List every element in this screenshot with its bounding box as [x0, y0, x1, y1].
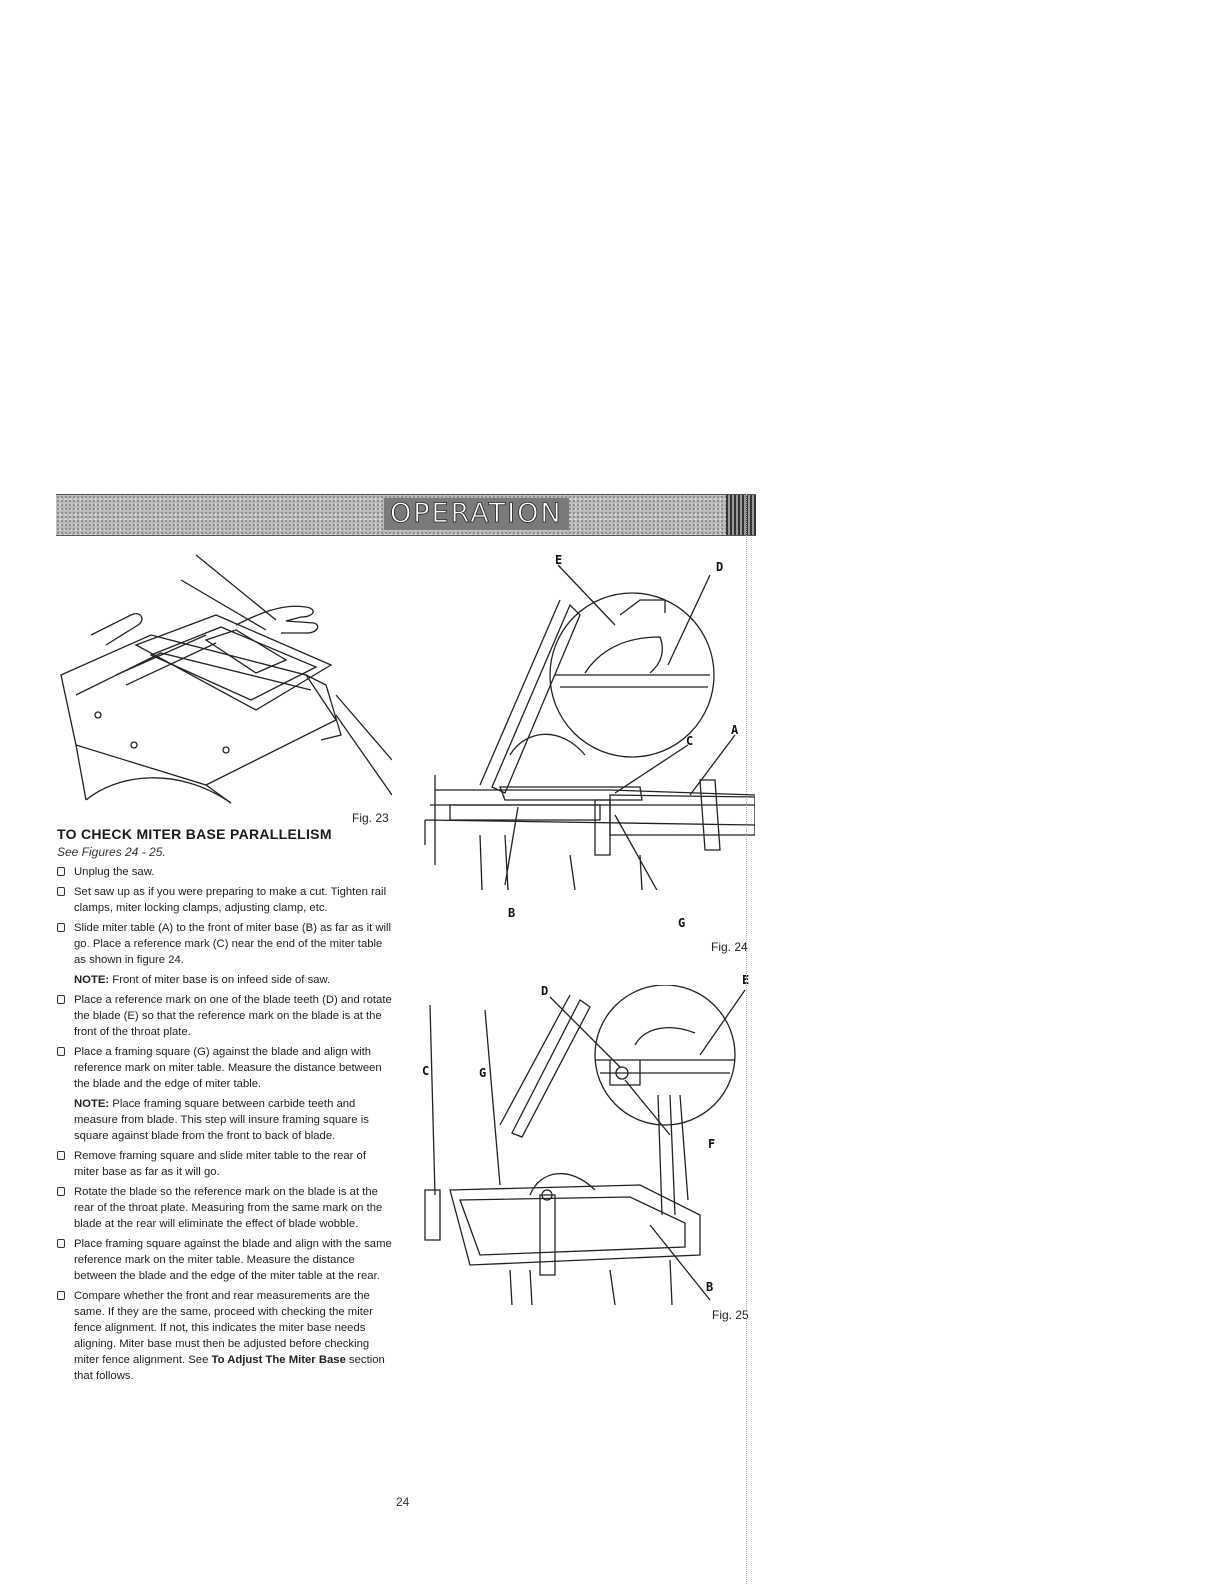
figure-24 [410, 555, 755, 890]
note: NOTE: Place framing square between carbide teeth and measure from blade. This step will insure framing square is square against blade from the front to back of blade. [74, 1098, 369, 1142]
figure-25-caption: Fig. 25 [712, 1308, 749, 1322]
bullet-icon [57, 1151, 65, 1160]
fig24-label-a: A [731, 723, 739, 737]
figure-25-illustration [410, 985, 750, 1305]
bullet-icon [57, 1291, 65, 1300]
fig25-label-d: D [541, 984, 549, 998]
fig24-label-g: G [678, 916, 686, 930]
fig25-label-c: C [422, 1064, 430, 1078]
step-list [57, 864, 392, 1388]
note: NOTE: Front of miter base is on infeed side of saw. [74, 974, 331, 986]
figure-23-caption: Fig. 23 [352, 811, 389, 825]
bullet-icon [57, 867, 65, 876]
fig25-label-f: F [708, 1137, 716, 1151]
step-item: Place a reference mark on one of the blade teeth (D) and rotate the blade (E) so that the reference mark on the blade is at the front of the throat plate. [57, 992, 392, 1040]
fig24-label-e: E [555, 553, 563, 567]
step-item: Set saw up as if you were preparing to make a cut. Tighten rail clamps, miter locking clamps, adjusting clamp, etc. [57, 884, 392, 916]
banner-title: OPERATION [384, 498, 569, 530]
fig25-label-e: E [742, 973, 750, 987]
fig24-label-c: C [686, 734, 694, 748]
bullet-icon [57, 923, 65, 932]
step-item: Place framing square against the blade and align with the same reference mark on the miter table. Measure the distance between the blade and the edge of the miter table at the rear. [57, 1236, 392, 1284]
figure-23-illustration [56, 545, 392, 810]
figure-23 [56, 545, 392, 810]
bullet-icon [57, 887, 65, 896]
figure-24-illustration [410, 555, 755, 890]
bullet-icon [57, 1187, 65, 1196]
bullet-icon [57, 1239, 65, 1248]
step-item: Place a framing square (G) against the blade and align with reference mark on miter table. Measure the distance between the blade and the edge of miter table. [57, 1044, 392, 1092]
step-item: Rotate the blade so the reference mark on the blade is at the rear of the throat plate. Measuring from the same mark on the blade at the rear will eliminate the effect of blade wobble. [57, 1184, 392, 1232]
figure-24-caption: Fig. 24 [711, 940, 748, 954]
section-subtitle: See Figures 24 - 25. [57, 845, 166, 859]
section-banner [56, 494, 756, 536]
step-item: Remove framing square and slide miter table to the rear of miter base as far as it will go. [57, 1148, 392, 1180]
bullet-icon [57, 1047, 65, 1056]
step-item: Slide miter table (A) to the front of miter base (B) as far as it will go. Place a reference mark (C) near the end of the miter table as shown in figure 24. [57, 920, 392, 968]
fig24-label-b: B [508, 906, 516, 920]
column-edge-rule [746, 494, 747, 1584]
fig24-label-d: D [716, 560, 724, 574]
fig25-label-g: G [479, 1066, 487, 1080]
fig25-label-b: B [706, 1280, 714, 1294]
step-item: Unplug the saw. [57, 864, 392, 880]
page-number: 24 [396, 1495, 410, 1509]
bullet-icon [57, 995, 65, 1004]
step-item: Compare whether the front and rear measurements are the same. If they are the same, proceed with checking the miter fence alignment. If not, this indicates the miter base needs aligning. Miter base must then be adjusted before checking miter fence alignment. See To Adjust The Miter Base section that follows. [57, 1288, 392, 1384]
figure-25 [410, 985, 750, 1305]
banner-end-texture [726, 495, 756, 535]
section-title: TO CHECK MITER BASE PARALLELISM [57, 826, 332, 842]
